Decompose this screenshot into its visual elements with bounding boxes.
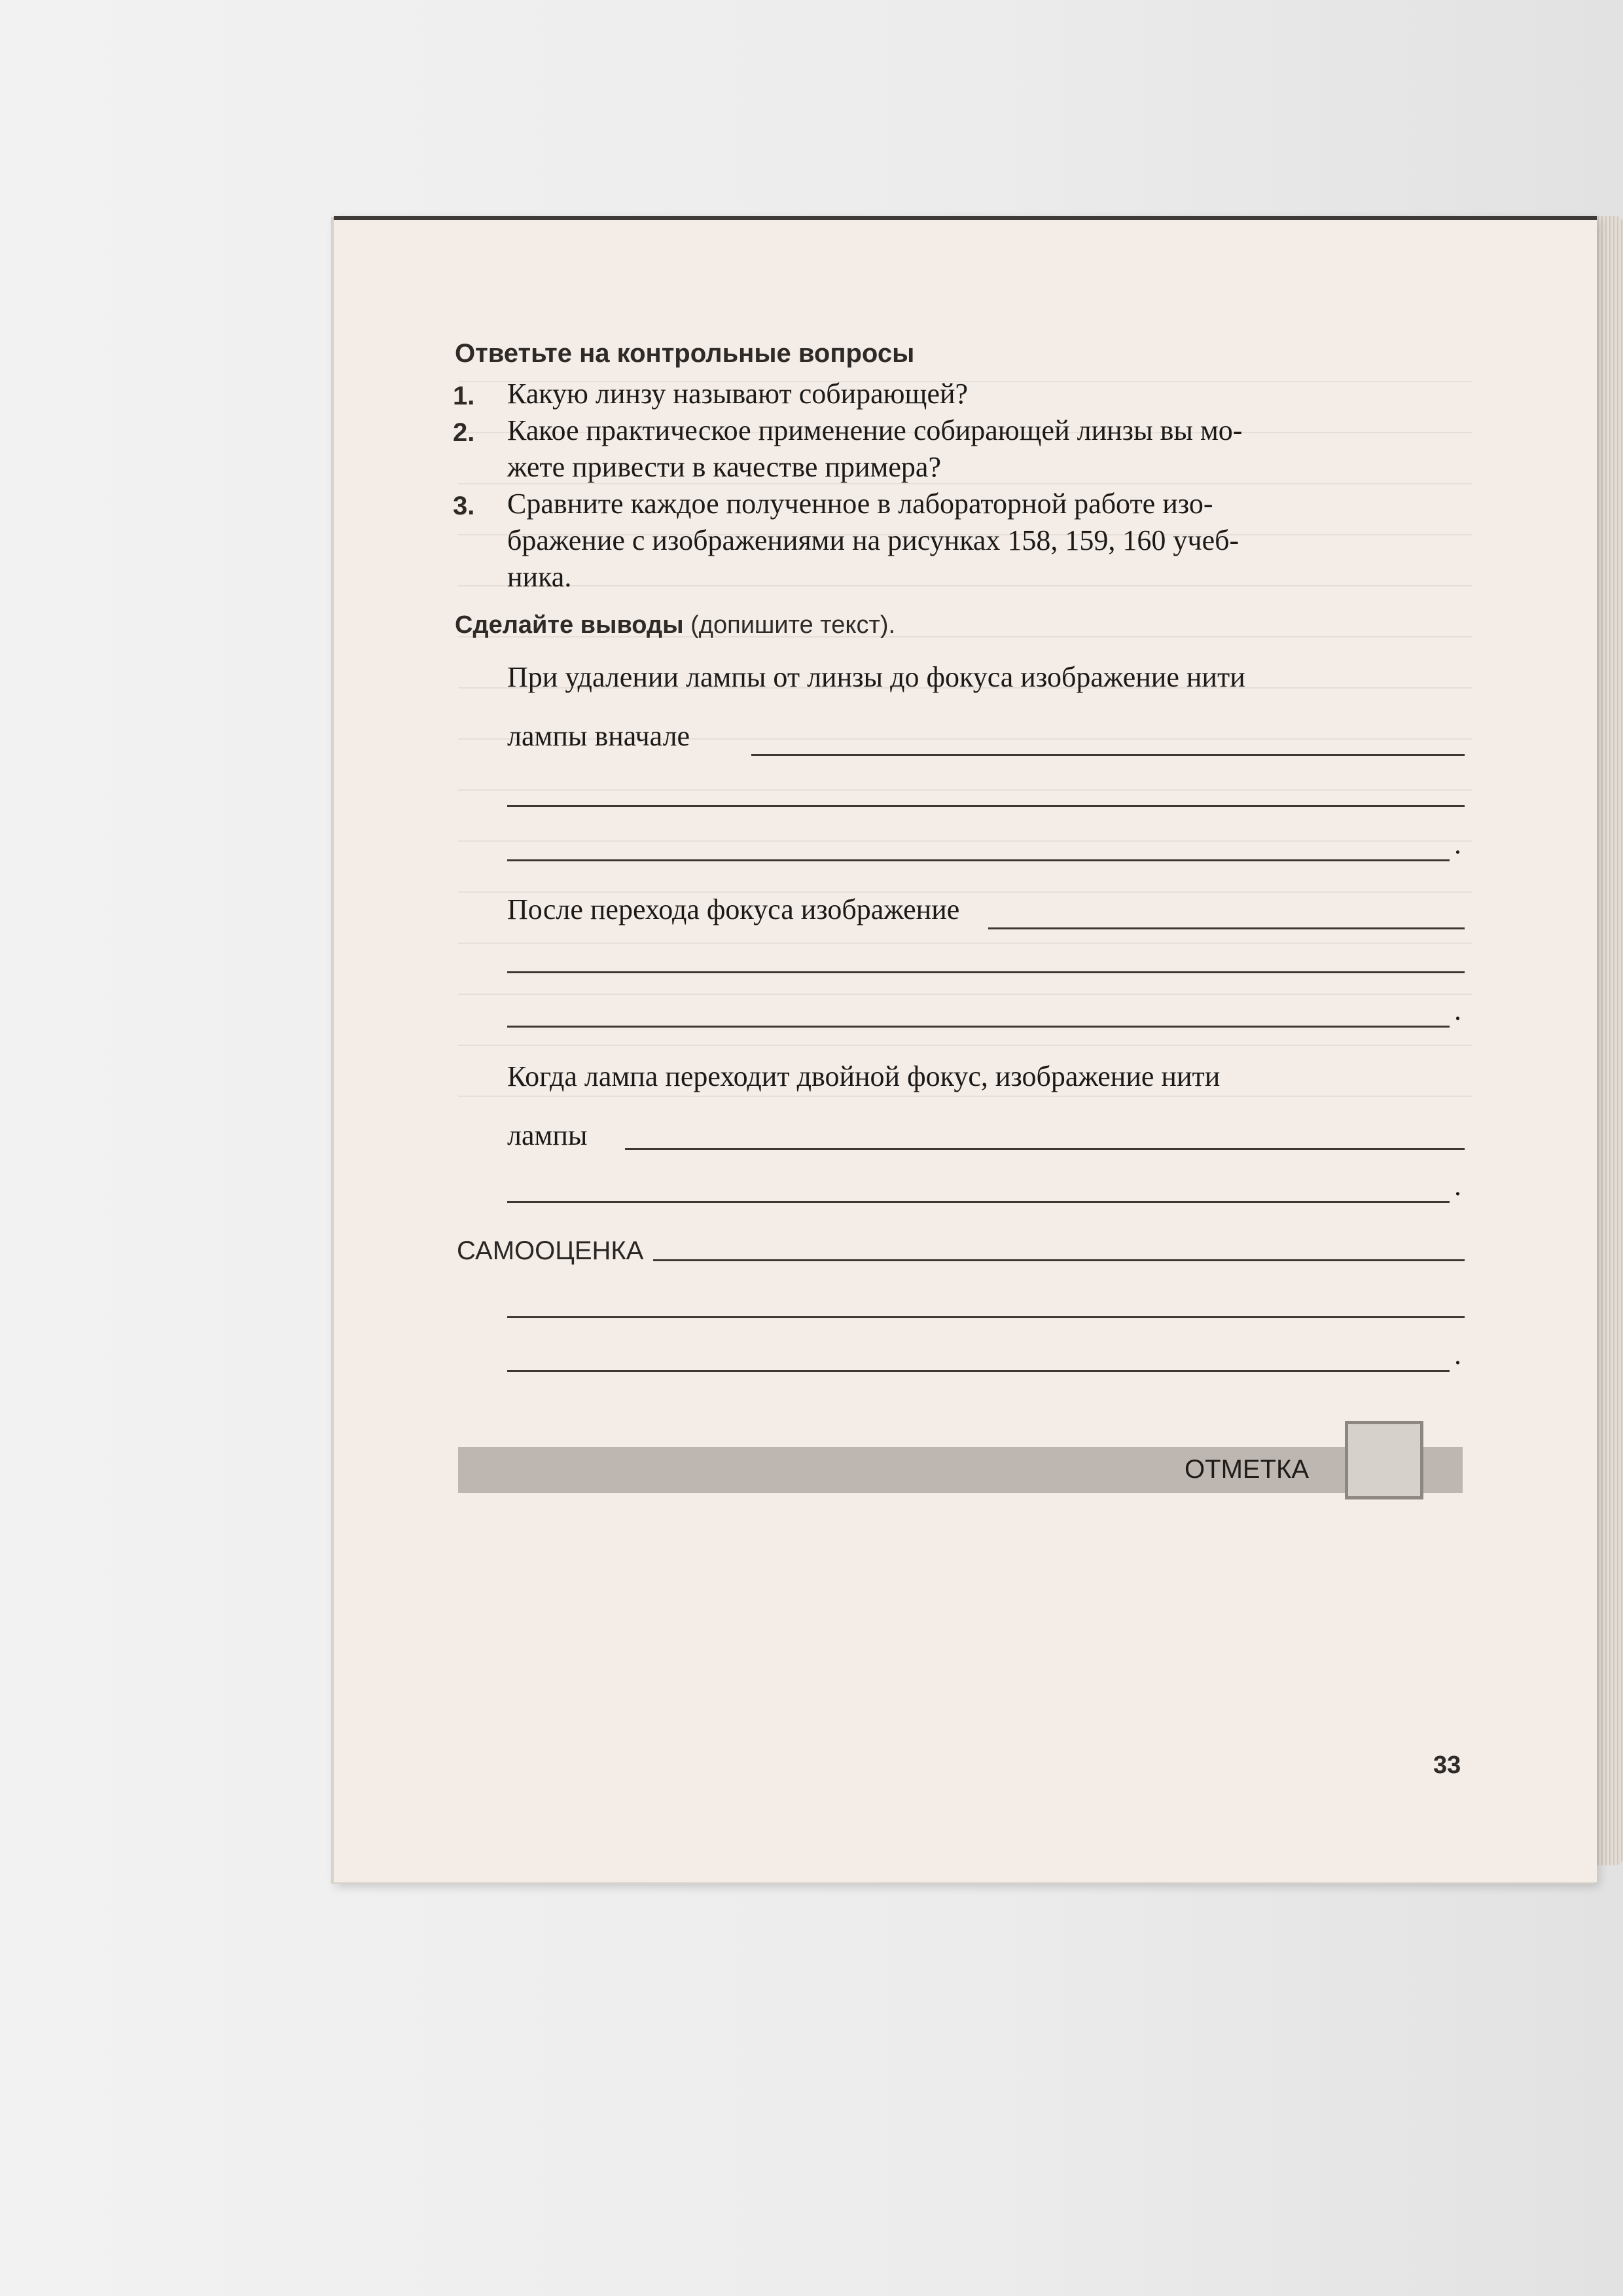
answer-line[interactable] [507,859,1450,861]
question-number: 2. [453,418,475,447]
question-number: 1. [453,382,475,410]
period: . [1454,828,1461,860]
workbook-page [334,216,1597,1882]
questions-heading: Ответьте на контрольные вопросы [455,339,915,368]
question-text: Какое практическое применение собирающей линзы вы мо- [507,414,1243,446]
answer-line[interactable] [507,805,1465,807]
conclusions-title: Сделайте выводы [455,611,684,639]
self-assessment-label: САМООЦЕНКА [457,1236,644,1265]
answer-line[interactable] [507,1370,1450,1372]
conclusions-heading [455,611,895,639]
question-text: бражение с изображениями на рисунках 158, 159, 160 учеб- [507,524,1240,556]
conclusion-text: Когда лампа переходит двойной фокус, изображение нити [507,1060,1221,1092]
conclusion-text: лампы вначале [507,720,690,752]
answer-line[interactable] [507,1201,1450,1203]
answer-line[interactable] [625,1148,1465,1150]
question-number: 3. [453,492,475,520]
page-number: 33 [1433,1751,1461,1779]
answer-line[interactable] [751,754,1465,756]
question-text: Какую линзу называют собирающей? [507,378,969,410]
grade-label: ОТМЕТКА [1185,1455,1309,1484]
question-text: Сравните каждое полученное в лабораторной работе изо- [507,488,1213,520]
answer-line[interactable] [988,927,1465,929]
conclusions-note: (допишите текст). [690,611,896,639]
answer-line[interactable] [507,1316,1465,1318]
answer-line[interactable] [653,1259,1465,1261]
period: . [1454,1338,1461,1371]
period: . [1454,994,1461,1026]
conclusion-text: При удалении лампы от линзы до фокуса изображение нити [507,661,1245,693]
period: . [1454,1170,1461,1202]
question-text: ника. [507,561,572,593]
question-text: жете привести в качестве примера? [507,451,941,483]
answer-line[interactable] [507,971,1465,973]
grade-bar [458,1447,1463,1493]
grade-box[interactable] [1345,1421,1423,1499]
answer-line[interactable] [507,1026,1450,1028]
conclusion-text: После перехода фокуса изображение [507,893,960,925]
conclusion-text: лампы [507,1119,588,1151]
